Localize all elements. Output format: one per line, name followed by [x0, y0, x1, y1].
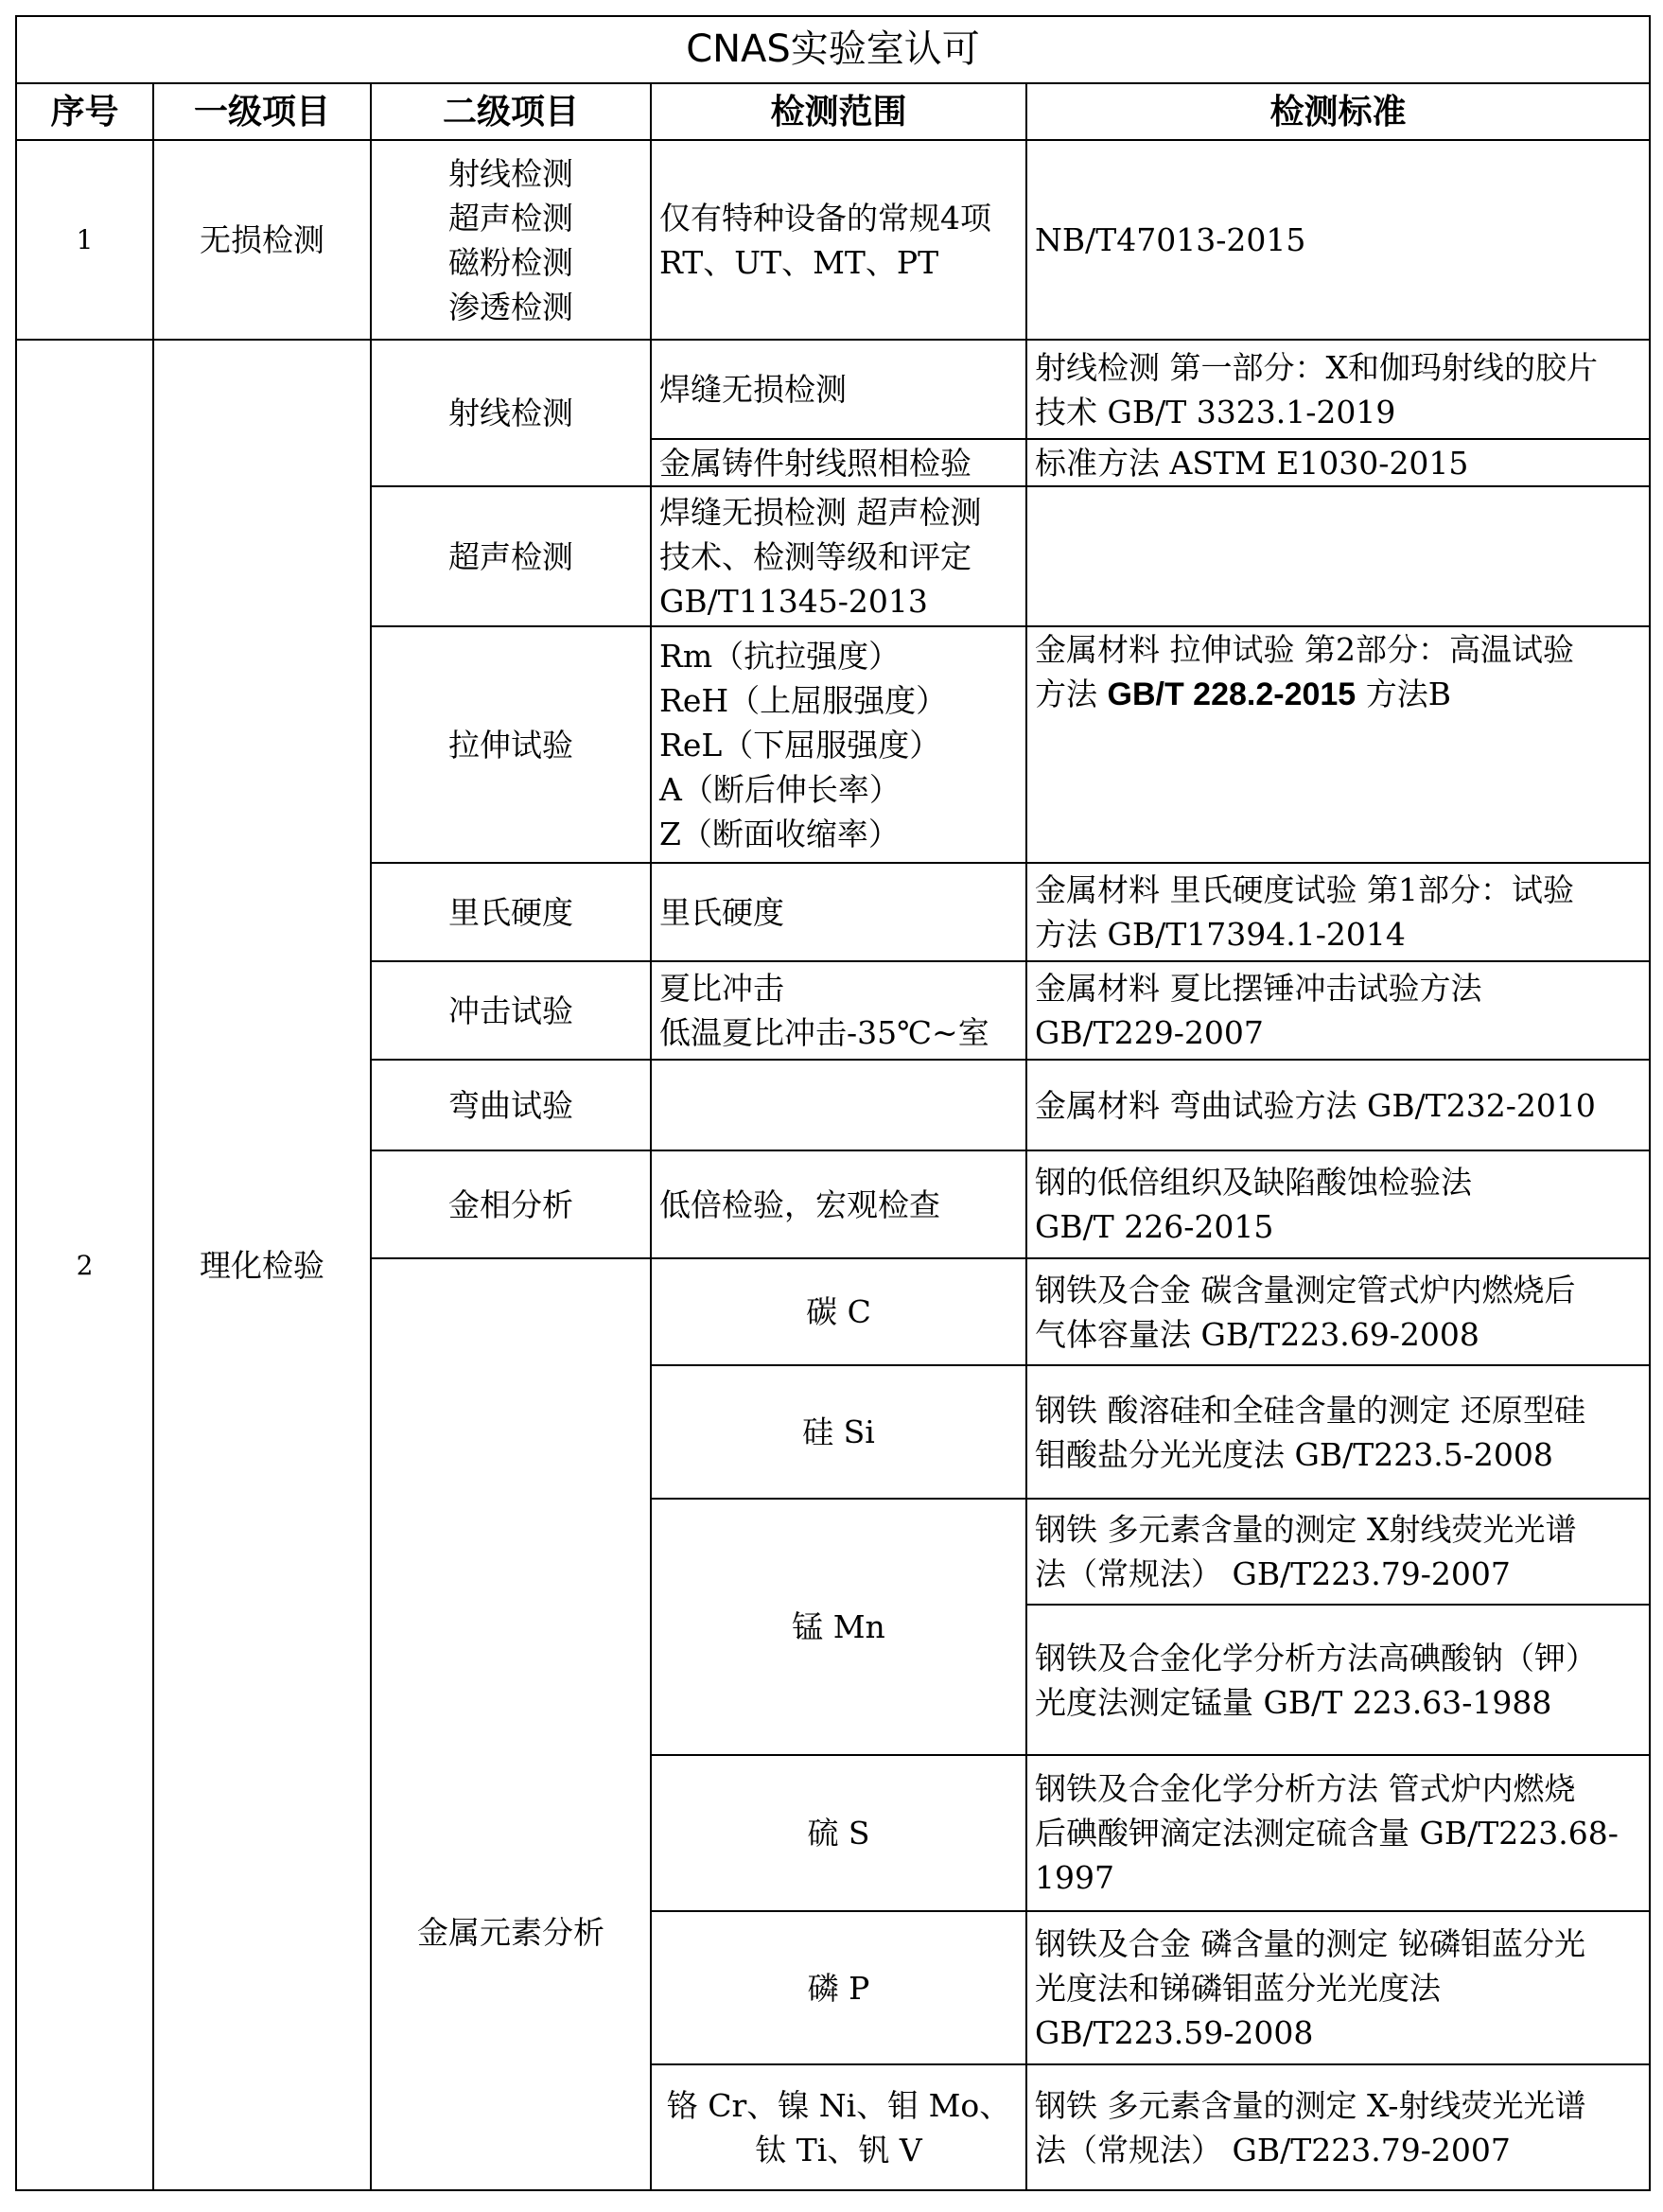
level2-cell: 超声检测 [371, 486, 651, 626]
standard-line: 法（常规法） GB/T223.79-2007 [1035, 2131, 1511, 2168]
scope-line: 低温夏比冲击-35℃~室 [659, 1014, 989, 1051]
standard-cell [1026, 486, 1650, 626]
standard-text: 方法 [1035, 676, 1108, 712]
scope-cell: 焊缝无损检测 [651, 340, 1026, 439]
level2-line: 射线检测 [448, 154, 573, 192]
scope-line: GB/T11345-2013 [659, 582, 928, 620]
standard-cell: NB/T47013-2015 [1026, 140, 1650, 340]
standard-line: 法（常规法） GB/T223.79-2007 [1035, 1555, 1511, 1592]
scope-line: 铬 Cr、镍 Ni、钼 Mo、 [666, 2086, 1011, 2124]
standard-cell [1026, 1150, 1650, 1258]
level2-cell: 拉伸试验 [371, 626, 651, 863]
standard-line: 钢铁及合金 碳含量测定管式炉内燃烧后 [1035, 1271, 1576, 1308]
level2-cell: 冲击试验 [371, 961, 651, 1060]
level2-line: 磁粉检测 [448, 243, 573, 281]
scope-line: RT、UT、MT、PT [659, 243, 939, 281]
scope-cell: 金属铸件射线照相检验 [651, 439, 1026, 486]
standard-line: 金属材料 夏比摆锤冲击试验方法 [1035, 970, 1482, 1007]
standard-line: 钢铁 多元素含量的测定 X-射线荧光光谱 [1035, 2086, 1586, 2124]
scope-line: 技术、检测等级和评定 [659, 537, 972, 575]
standard-cell [1026, 2064, 1650, 2190]
standard-code: GB/T 228.2-2015 [1107, 676, 1357, 712]
scope-cell [651, 1060, 1026, 1150]
standard-line: 金属材料 里氏硬度试验 第1部分：试验 [1035, 871, 1574, 908]
scope-line: A（断后伸长率） [659, 770, 901, 808]
standard-cell: 标准方法 ASTM E1030-2015 [1026, 439, 1650, 486]
header-level1: 一级项目 [153, 83, 371, 140]
standard-cell [1026, 1755, 1650, 1911]
standard-line: GB/T 226-2015 [1035, 1208, 1274, 1245]
standard-cell: 金属材料 弯曲试验方法 GB/T232-2010 [1026, 1060, 1650, 1150]
standard-cell [1026, 1911, 1650, 2064]
scope-cell: 里氏硬度 [651, 863, 1026, 961]
header-standard: 检测标准 [1026, 83, 1650, 140]
level2-cell: 里氏硬度 [371, 863, 651, 961]
level2-cell: 金属元素分析 [371, 1258, 651, 2190]
table-title: CNAS实验室认可 [16, 16, 1650, 83]
standard-line: 金属材料 拉伸试验 第2部分：高温试验 [1035, 631, 1574, 668]
scope-cell: 磷 P [651, 1911, 1026, 2064]
table-row [16, 340, 1650, 439]
level2-cell [371, 140, 651, 340]
scope-cell: 碳 C [651, 1258, 1026, 1365]
standard-line: 方法 GB/T17394.1-2014 [1035, 916, 1406, 953]
standard-line: 后碘酸钾滴定法测定硫含量 GB/T223.68- [1035, 1815, 1619, 1852]
standard-cell [1026, 961, 1650, 1060]
cnas-table [15, 15, 1651, 2191]
scope-cell: 硅 Si [651, 1365, 1026, 1499]
header-level2: 二级项目 [371, 83, 651, 140]
standard-cell [1026, 1499, 1650, 1605]
scope-cell: 低倍检验，宏观检查 [651, 1150, 1026, 1258]
standard-text: 方法B [1356, 676, 1451, 712]
level2-line: 超声检测 [448, 199, 573, 237]
scope-line: 夏比冲击 [659, 970, 784, 1007]
seq-cell: 2 [16, 340, 153, 2190]
standard-line: GB/T229-2007 [1035, 1014, 1264, 1051]
scope-cell [651, 626, 1026, 863]
level2-line: 渗透检测 [448, 288, 573, 325]
level1-cell: 无损检测 [153, 140, 371, 340]
scope-line: ReH（上屈服强度） [659, 681, 948, 719]
scope-cell [651, 961, 1026, 1060]
standard-line: 钢铁 酸溶硅和全硅含量的测定 还原型硅 [1035, 1391, 1585, 1429]
standard-line: 光度法和锑磷钼蓝分光光度法 [1035, 1969, 1441, 2007]
standard-line: 气体容量法 GB/T223.69-2008 [1035, 1315, 1479, 1353]
standard-line: 钼酸盐分光光度法 GB/T223.5-2008 [1035, 1435, 1553, 1473]
standard-cell [1026, 1365, 1650, 1499]
scope-cell [651, 2064, 1026, 2190]
standard-cell [1026, 1258, 1650, 1365]
standard-line: 射线检测 第一部分：X和伽玛射线的胶片 [1035, 348, 1598, 386]
standard-line: 技术 GB/T 3323.1-2019 [1035, 393, 1396, 430]
level2-cell: 弯曲试验 [371, 1060, 651, 1150]
standard-line: 钢铁及合金化学分析方法高碘酸钠（钾） [1035, 1639, 1597, 1677]
standard-line: 钢铁及合金化学分析方法 管式炉内燃烧 [1035, 1770, 1576, 1807]
standard-line: 钢铁及合金 磷含量的测定 铋磷钼蓝分光 [1035, 1924, 1585, 1962]
scope-line: 仅有特种设备的常规4项 [659, 199, 991, 237]
scope-cell: 硫 S [651, 1755, 1026, 1911]
standard-line: GB/T223.59-2008 [1035, 2013, 1314, 2051]
standard-cell [1026, 863, 1650, 961]
seq-cell: 1 [16, 140, 153, 340]
header-row [16, 83, 1650, 140]
standard-cell [1026, 626, 1650, 863]
scope-line: ReL（下屈服强度） [659, 726, 941, 764]
scope-line: Rm（抗拉强度） [659, 637, 901, 675]
standard-cell [1026, 340, 1650, 439]
scope-line: 钛 Ti、钒 V [755, 2131, 922, 2168]
table-row [16, 140, 1650, 340]
standard-line: 光度法测定锰量 GB/T 223.63-1988 [1035, 1683, 1552, 1721]
level2-cell: 金相分析 [371, 1150, 651, 1258]
scope-cell [651, 140, 1026, 340]
standard-line: 钢的低倍组织及缺陷酸蚀检验法 [1035, 1164, 1472, 1201]
scope-cell: 锰 Mn [651, 1499, 1026, 1755]
scope-line: 焊缝无损检测 超声检测 [659, 493, 982, 531]
header-seq: 序号 [16, 83, 153, 140]
scope-line: Z（断面收缩率） [659, 815, 900, 852]
standard-line: 钢铁 多元素含量的测定 X射线荧光光谱 [1035, 1511, 1577, 1548]
standard-cell [1026, 1605, 1650, 1755]
level2-cell: 射线检测 [371, 340, 651, 486]
title-row [16, 16, 1650, 83]
standard-line: 1997 [1035, 1859, 1114, 1896]
level1-cell: 理化检验 [153, 340, 371, 2190]
header-scope: 检测范围 [651, 83, 1026, 140]
standard-line [1035, 672, 1641, 717]
scope-cell [651, 486, 1026, 626]
